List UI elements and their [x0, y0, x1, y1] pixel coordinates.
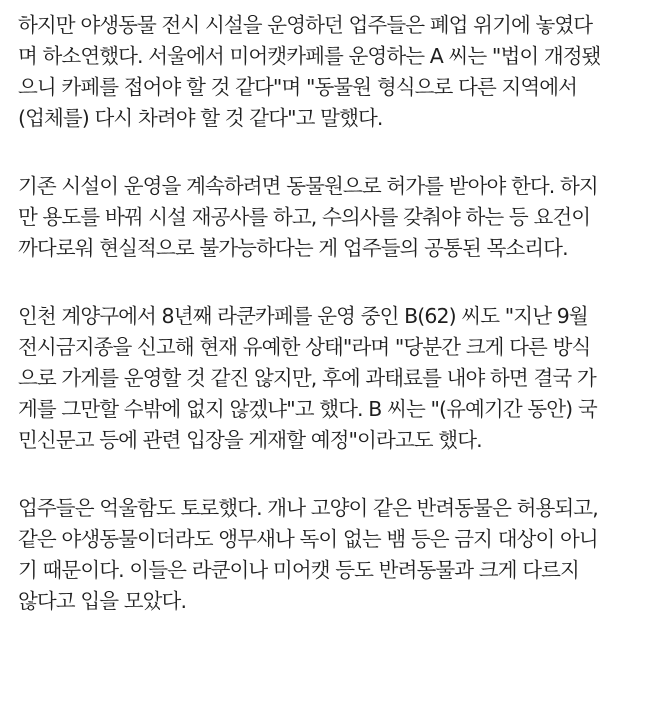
paragraph-1 [18, 0, 650, 134]
text-line: 인천 계양구에서 8년째 라쿤카페를 운영 중인 B(62) 씨도 "지난 9월 [18, 304, 588, 328]
text-line: 않다고 입을 모았다. [18, 589, 187, 613]
text-line: 업주들은 억울함도 토로했다. 개나 고양이 같은 반려동물은 허용되고, [18, 496, 598, 520]
text-line: 으니 카페를 접어야 할 것 같다"며 "동물원 형식으로 다른 지역에서 [18, 75, 578, 99]
text-line: 만 용도를 바꿔 시설 재공사를 하고, 수의사를 갖춰야 하는 등 요건이 [18, 205, 591, 229]
text-line: 까다로워 현실적으로 불가능하다는 게 업주들의 공통된 목소리다. [18, 236, 568, 260]
text-line: 며 하소연했다. 서울에서 미어캣카페를 운영하는 A 씨는 "법이 개정됐 [18, 44, 601, 68]
text-line: 전시금지종을 신고해 현재 유예한 상태"라며 "당분간 크게 다른 방식 [18, 335, 591, 359]
paragraph-3 [18, 301, 650, 456]
text-line: 게를 그만할 수밖에 없지 않겠냐"고 했다. B 씨는 "(유예기간 동안) 국 [18, 397, 597, 421]
text-line: 민신문고 등에 관련 입장을 게재할 예정"이라고도 했다. [18, 428, 482, 452]
text-line: 같은 야생동물이더라도 앵무새나 독이 없는 뱀 등은 금지 대상이 아니 [18, 527, 598, 551]
text-line: 하지만 야생동물 전시 시설을 운영하던 업주들은 폐업 위기에 놓였다 [18, 13, 593, 37]
text-line: 으로 가게를 운영할 것 같진 않지만, 후에 과태료를 내야 하면 결국 가 [18, 366, 596, 390]
text-line: (업체를) 다시 차려야 할 것 같다"고 말했다. [18, 106, 383, 130]
paragraph-4 [18, 493, 650, 617]
text-line: 기 때문이다. 이들은 라쿤이나 미어캣 등도 반려동물과 크게 다르지 [18, 558, 579, 582]
paragraph-2 [18, 171, 650, 264]
text-line: 기존 시설이 운영을 계속하려면 동물원으로 허가를 받아야 한다. 하지 [18, 174, 598, 198]
